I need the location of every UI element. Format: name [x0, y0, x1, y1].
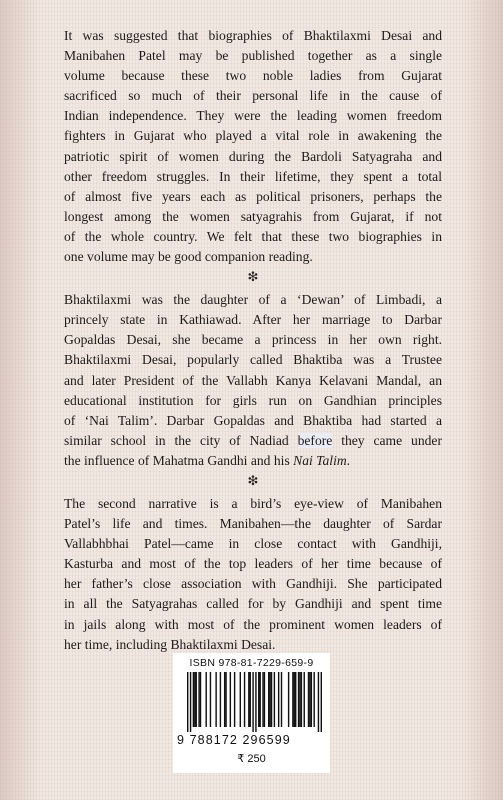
- text-line: Bhaktilaxmi was the daughter of a ‘Dewan’ of Limbadi, a: [64, 292, 442, 308]
- barcode-bar: [298, 672, 299, 727]
- barcode-bar: [318, 672, 319, 732]
- barcode-bar: [194, 672, 195, 727]
- text-line: in jails along with most of the prominent women leaders of: [64, 616, 442, 632]
- barcode-bar: [200, 672, 201, 727]
- separator-1: ❇: [247, 269, 259, 285]
- text-line: sacrificed so much of their personal life in the cause of: [64, 88, 442, 104]
- barcode-bar: [234, 672, 235, 727]
- barcode-bar: [187, 672, 188, 732]
- text-line: of ‘Nai Talim’. Darbar Gopaldas and Bhaktiba had started a: [64, 412, 442, 428]
- barcode-bar: [193, 672, 194, 727]
- isbn-label: ISBN 978-81-7229-659-9: [189, 657, 314, 669]
- barcode-bar: [264, 672, 265, 727]
- barcode-bar: [274, 672, 275, 727]
- text-line: Gopaldas Desai, she became a princess in her own right.: [64, 332, 442, 348]
- barcode-bar: [198, 672, 199, 727]
- barcode-bar: [225, 672, 226, 727]
- text-line: [64, 431, 442, 451]
- barcode-bar: [308, 672, 309, 727]
- barcode-bar: [309, 672, 310, 727]
- barcode-bar: [252, 672, 253, 732]
- blurb-text: [64, 26, 442, 655]
- text-line: in all the Satyagrahas called for by Gandhiji and spent time: [64, 596, 442, 612]
- barcode-bar: [230, 672, 231, 727]
- barcode-bar: [259, 672, 260, 727]
- text-line: patriotic spirit of women during the Bardoli Satyagraha and: [64, 148, 442, 164]
- paragraph-2: [64, 290, 442, 471]
- barcode-bar: [292, 672, 293, 727]
- text-line: Bhaktilaxmi Desai, popularly called Bhaktiba was a Trustee: [64, 352, 442, 368]
- price-label: ₹ 250: [237, 753, 266, 765]
- barcode-bar: [268, 672, 269, 727]
- barcode-bar: [258, 672, 259, 727]
- paragraph-3: [64, 494, 442, 655]
- text-line: Patel’s life and times. Manibahen—the daughter of Sardar: [64, 516, 442, 532]
- barcode-bar: [240, 672, 241, 727]
- barcode-bar: [288, 672, 289, 727]
- separator-2: ❇: [247, 472, 259, 488]
- barcode-bar: [244, 672, 245, 727]
- barcode-digits: 9 788172 296599: [177, 733, 291, 747]
- text-line: princely state in Kathiawad. After her marriage to Darbar: [64, 312, 442, 328]
- barcode-bar: [196, 672, 197, 727]
- text-line: and later President of the Vallabh Kanya Kelavani Mandal, an: [64, 372, 442, 388]
- barcode-bars: [187, 672, 322, 732]
- barcode-bar: [250, 672, 251, 727]
- text-line: of the whole country. We felt that these two biographies in: [64, 228, 442, 244]
- barcode-bar: [294, 672, 295, 727]
- barcode-bar: [313, 672, 314, 727]
- barcode-bar: [205, 672, 206, 727]
- barcode-bar: [220, 672, 221, 727]
- text-line: her time, including Bhaktilaxmi Desai.: [64, 636, 276, 652]
- barcode-bar: [248, 672, 249, 727]
- text-line: Manibahen Patel may be published together as a single: [64, 48, 442, 64]
- text-line: other freedom struggles. In their lifetime, they spent a total: [64, 168, 442, 184]
- barcode-bar: [224, 672, 225, 727]
- barcode-bar: [255, 672, 256, 732]
- text-line: Vallabhbhai Patel—came in close contact with Gandhiji,: [64, 536, 442, 552]
- text-line: volume because these two noble ladies from Gujarat: [64, 68, 442, 84]
- barcode-bar: [321, 672, 322, 732]
- text-line: educational institution for girls run on Gandhian principles: [64, 392, 442, 408]
- text-run: similar school in the city of Nadiad: [64, 432, 298, 448]
- barcode-bar: [269, 672, 270, 727]
- barcode-bar: [295, 672, 296, 727]
- barcode-bar: [299, 672, 300, 727]
- text-line: longest among the women satyagrahis from Gujarat, if not: [64, 208, 442, 224]
- text-line: The second narrative is a bird’s eye-view of Manibahen: [64, 495, 442, 511]
- highlighted-word: before: [297, 432, 333, 448]
- text-line: one volume may be good companion reading.: [64, 249, 313, 265]
- barcode-bar: [278, 672, 279, 727]
- paragraph-1: [64, 26, 442, 267]
- barcode-bar: [281, 672, 282, 727]
- text-line: It was suggested that biographies of Bhaktilaxmi Desai and: [64, 28, 442, 43]
- barcode-panel: [173, 653, 330, 773]
- text-run: the influence of Mahatma Gandhi and his: [64, 452, 294, 468]
- text-line: her father’s close association with Gandhiji. She participated: [64, 576, 442, 592]
- text-line: Indian independence. They were the leading women freedom: [64, 108, 442, 124]
- text-line: Kasturba and most of the top leaders of her time because of: [64, 556, 442, 572]
- barcode-bar: [190, 672, 191, 732]
- text-run: they came under: [332, 432, 442, 448]
- barcode-bar: [210, 672, 211, 727]
- italic-term: Nai Talim: [293, 452, 347, 468]
- text-line: of almost five years each as political prisoners, perhaps the: [64, 188, 442, 204]
- barcode-bar: [215, 672, 216, 727]
- barcode-bar: [301, 672, 302, 727]
- barcode-bar: [304, 672, 305, 727]
- barcode-bar: [262, 672, 263, 727]
- barcode-bar: [311, 672, 312, 727]
- text-line: [64, 451, 442, 471]
- text-line: fighters in Gujarat who played a vital role in awakening the: [64, 128, 442, 144]
- text-run: .: [346, 452, 351, 468]
- barcode-bar: [271, 672, 272, 727]
